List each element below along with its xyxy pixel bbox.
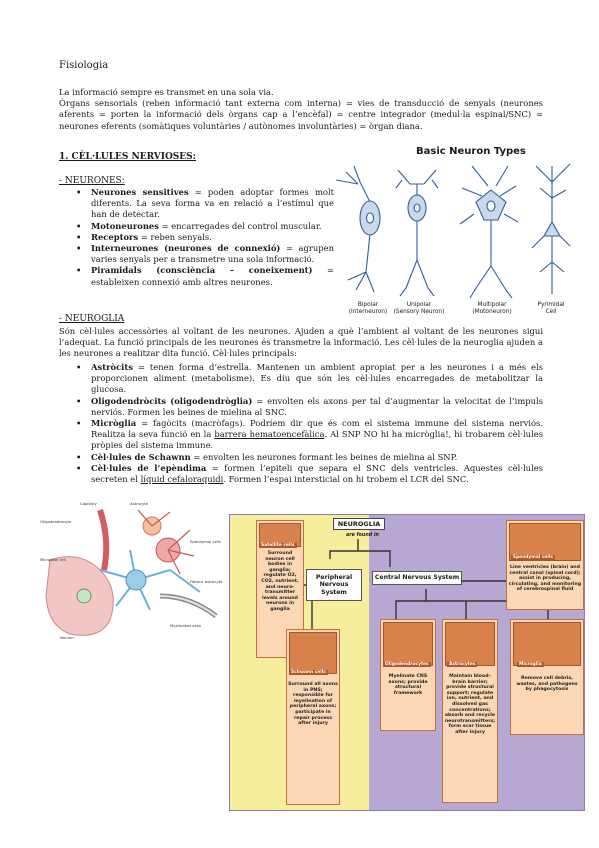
definition: = encarregades del control muscular. bbox=[158, 220, 322, 231]
glia-label: Ependymal cells bbox=[190, 539, 222, 544]
list-item bbox=[76, 265, 334, 287]
cell-description: Myelinate CNS axons; provide structural framework bbox=[388, 674, 428, 696]
list-item bbox=[76, 232, 334, 243]
definition: = envolten els axons per tal d’augmentar la velocitat de l’impuls nerviós. Formen les beines de mielina al SNC. bbox=[91, 395, 543, 417]
list-item bbox=[76, 221, 334, 232]
caption-bipolar bbox=[344, 302, 392, 316]
cell-label: Microglia bbox=[519, 662, 542, 667]
definition: = formen l’epiteli que separa el SNC dels ventricles. Aquestes cèl·lules secreten el bbox=[91, 462, 543, 485]
glia-label: Capillary bbox=[80, 501, 97, 506]
oligodendrocytes-image bbox=[383, 622, 433, 666]
neurones-heading: - NEURONES: bbox=[59, 176, 125, 186]
caption-line: (Sensory Neuron) bbox=[393, 309, 445, 315]
definition: = fagòcits (macròfags). Podríem dir que és com el sistema immune del sistema nerviós. Realitza la seva funció en la bbox=[91, 418, 543, 440]
term: Piramidals (consciència – coneixement) bbox=[91, 265, 313, 276]
intro-paragraph bbox=[59, 87, 543, 132]
intro-line: Òrgans sensorials (reben informació tant externa com interna) = vies de transducció de senyals (neurones aferents = porten la informació dels òrgans cap a l’encèfal) = centre integrador (medul·la espinal/SNC) = neurones eferents (somàtiques voluntàries / autònomes involuntàries) = òrgan diana. bbox=[59, 98, 543, 131]
list-item bbox=[76, 452, 543, 463]
glia-label: Astrocyte bbox=[130, 501, 149, 506]
caption-line: Bipolar bbox=[357, 302, 379, 308]
term: Neurones sensitives bbox=[91, 187, 189, 197]
glia-label: Oligodendrocyte bbox=[40, 519, 72, 524]
caption-multipolar bbox=[466, 302, 518, 316]
underlined-term: líquid cefaloraquidi bbox=[140, 474, 224, 485]
caption-unipolar bbox=[392, 302, 446, 316]
cell-label: Astrocytes bbox=[449, 662, 476, 667]
caption-line: Unipolar bbox=[406, 302, 432, 308]
astrocytes-box bbox=[442, 619, 498, 803]
flowchart-title: NEUROGLIA bbox=[333, 518, 385, 530]
cell-label: Schwann cells bbox=[291, 670, 326, 675]
term: Receptors bbox=[91, 231, 139, 242]
ependymal-cells-box bbox=[506, 520, 584, 610]
caption-line: Pyrimidal bbox=[537, 302, 565, 308]
page-title: Fisiologia bbox=[59, 60, 109, 71]
neuroglia-flowchart bbox=[229, 514, 585, 811]
caption-pyramidal bbox=[530, 302, 572, 316]
cell-description: Surround neuron cell bodies in ganglia; regulate O2, CO2, nutrient, and neuro-transmitter levels around neurons in ganglia bbox=[261, 551, 299, 612]
list-item bbox=[76, 396, 543, 418]
definition: = envolten les neurones formant les beines de mielina al SNP. bbox=[190, 451, 458, 462]
term: Astròcits bbox=[91, 362, 133, 372]
cell-label: Satellite cells bbox=[261, 543, 295, 548]
neuron-drawings bbox=[336, 162, 572, 302]
definition: = tenen forma d’estrella. Mantenen un ambient apropiat per a les neurones i a més els proporcionen aliment (metabolisme). Es diu que són les cèl·lules encarregades de metabolitzar la glucosa. bbox=[91, 362, 543, 395]
cell-label: Oligodendrocytes bbox=[385, 662, 429, 667]
astrocytes-image bbox=[445, 622, 495, 666]
microglia-box bbox=[510, 619, 584, 735]
caption-line: (Interneuron) bbox=[348, 309, 388, 315]
glia-label: Neuron bbox=[60, 635, 74, 640]
neuroglia-list bbox=[76, 362, 543, 485]
term: Cèl·lules de Schawnn bbox=[91, 451, 191, 462]
cell-description: Line ventricles (brain) and central canal (spinal cord); assist in producing, circulating, and monitoring of cerebrospinal fluid bbox=[508, 565, 582, 593]
list-item bbox=[76, 418, 543, 452]
list-item bbox=[76, 187, 334, 221]
flowchart-subtitle: are found in bbox=[346, 533, 379, 538]
cell-description: Remove cell debris, wastes, and pathogens by phagocytosis bbox=[516, 676, 578, 693]
list-item bbox=[76, 362, 543, 396]
term: Interneurones (neurones de connexió) bbox=[91, 243, 281, 254]
term: Cèl·lules de l’epèndima bbox=[91, 462, 207, 473]
definition: . Al SNP NO hi ha micròglia!, hi trobarem cèl·lules pròpies del sistema immune. bbox=[91, 429, 543, 451]
cell-description: Maintain blood–brain barrier; provide structural support; regulate ion, nutrient, and dissolved gas concentrations; absorb and recycle neurotransmitters; form scar tissue after injury bbox=[444, 674, 496, 735]
list-item bbox=[76, 463, 543, 485]
glia-label: Myelinated axon bbox=[170, 623, 202, 628]
neurones-list bbox=[76, 187, 334, 288]
cell-description: Surround all axons in PNS; responsible for myelination of peripheral axons; participate in repair process after injury bbox=[288, 682, 338, 727]
neuroglia-heading: - NEUROGLIA bbox=[59, 314, 125, 324]
schwann-cells-box bbox=[286, 629, 340, 805]
definition: = reben senyals. bbox=[138, 231, 212, 242]
microglia-image bbox=[513, 622, 581, 666]
definition: = poden adoptar formes molt diferents. La seva forma va en relació a l’estímul que han de detectar. bbox=[91, 187, 335, 220]
oligodendrocytes-box bbox=[380, 619, 436, 731]
section-heading: 1. CÈL·LULES NERVIOSES: bbox=[59, 152, 196, 162]
intro-line: La informació sempre es transmet en una sola via. bbox=[59, 87, 274, 97]
caption-line: (Motoneuron) bbox=[472, 309, 512, 315]
cns-header: Central Nervous System bbox=[372, 571, 462, 585]
term: Motoneurones bbox=[91, 220, 159, 231]
term: Oligodendròcits (oligodendròglia) bbox=[91, 395, 253, 406]
caption-line: Multipolar bbox=[477, 302, 507, 308]
definition: = agrupen varies senyals per a transmetre una sola informació. bbox=[91, 243, 335, 265]
schwann-cells-image bbox=[289, 632, 337, 674]
glial-cells-illustration bbox=[40, 500, 226, 646]
figure-title: Basic Neuron Types bbox=[416, 146, 526, 157]
pns-header: Peripheral Nervous System bbox=[306, 569, 362, 601]
neuroglia-intro: Són cèl·lules accessòries al voltant de les neurones. Ajuden a què l’ambient al voltant de les neurones sigui l’adequat. La funció principals de les neurones és transmetre la informació. Les cèl·lules de la neuroglia ajuden a les neurones a realitzar dita funció. Cèl·lules principals: bbox=[59, 326, 543, 359]
cell-label: Ependymal cells bbox=[513, 555, 554, 560]
definition: . Formen l’espai intersticial on hi trobem el LCR del SNC. bbox=[223, 474, 469, 485]
underlined-term: barrera hematoencefàlica bbox=[214, 429, 325, 440]
neuron-types-figure bbox=[336, 146, 572, 332]
glia-label: Fibrous astrocyte bbox=[190, 579, 223, 584]
list-item bbox=[76, 243, 334, 265]
term: Micròglia bbox=[91, 418, 137, 429]
glia-label: Microglial cell bbox=[40, 557, 66, 562]
caption-line: Cell bbox=[545, 309, 557, 315]
definition: = estableixen connexió amb altres neurones. bbox=[91, 265, 334, 287]
